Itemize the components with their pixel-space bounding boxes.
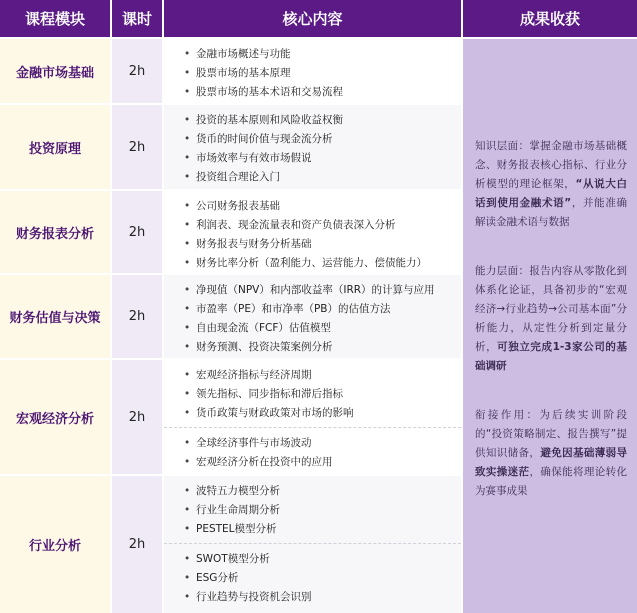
hours-cell: 2h [112, 105, 162, 189]
content-item: • 财务预测、投资决策案例分析 [184, 338, 451, 357]
content-item: • 宏观经济分析在投资中的应用 [184, 453, 451, 472]
content-cell [164, 360, 461, 474]
content-divider [164, 427, 461, 429]
content-item: • 波特五力模型分析 [184, 482, 451, 501]
module-cell: 投资原理 [0, 105, 110, 189]
content-cell [164, 105, 461, 189]
content-item: • 宏观经济指标与经济周期 [184, 366, 451, 385]
header-content: 核心内容 [164, 0, 461, 37]
results-panel [463, 39, 637, 613]
content-item: • 财务报表与财务分析基础 [184, 235, 451, 254]
module-cell: 宏观经济分析 [0, 360, 110, 474]
content-item: • 行业趋势与投资机会识别 [184, 588, 451, 607]
module-cell: 财务估值与决策 [0, 275, 110, 358]
content-cell [164, 39, 461, 103]
content-item: • 财务比率分析（盈利能力、运营能力、偿债能力） [184, 254, 451, 273]
content-item: • 市盈率（PE）和市净率（PB）的估值方法 [184, 300, 451, 319]
content-item: • 自由现金流（FCF）估值模型 [184, 319, 451, 338]
hours-cell: 2h [112, 275, 162, 358]
results-ability: 能力层面：报告内容从零散化到体系化论证，具备初步的“宏观经济→行业趋势→公司基本面”分析能力，从定性分析到定量分析，可独立完成1-3家公司的基础调研 [475, 265, 627, 372]
module-cell: 金融市场基础 [0, 39, 110, 103]
content-item: • SWOT模型分析 [184, 550, 451, 569]
results-knowledge: 知识层面：掌握金融市场基础概念、财务报表核心指标、行业分析模型的理论框架，“从说大白话到使用金融术语”，并能准确解读金融术语与数据 [475, 140, 628, 228]
hours-cell: 2h [112, 39, 162, 103]
hours-cell: 2h [112, 360, 162, 474]
results-bridge: 衔接作用：为后续实训阶段的“投资策略制定、报告撰写”提供知识储备，避免因基础薄弱导致实操迷茫，确保能将理论转化为赛事成果 [475, 409, 628, 497]
content-item: • 行业生命周期分析 [184, 501, 451, 520]
header-results: 成果收获 [463, 0, 637, 37]
header-hours: 课时 [112, 0, 162, 37]
content-item: • 金融市场概述与功能 [184, 45, 451, 64]
content-item: • 投资的基本原则和风险收益权衡 [184, 111, 451, 130]
content-cell [164, 191, 461, 273]
content-item: • PESTEL模型分析 [184, 520, 451, 539]
content-item: • ESG分析 [184, 569, 451, 588]
content-item: • 利润表、现金流量表和资产负债表深入分析 [184, 216, 451, 235]
hours-cell: 2h [112, 476, 162, 613]
content-item: • 货币政策与财政政策对市场的影响 [184, 404, 451, 423]
content-item: • 全球经济事件与市场波动 [184, 434, 451, 453]
content-cell [164, 275, 461, 358]
header-module: 课程模块 [0, 0, 110, 37]
content-item: • 市场效率与有效市场假说 [184, 149, 451, 168]
content-item: • 货币的时间价值与现金流分析 [184, 130, 451, 149]
module-cell: 财务报表分析 [0, 191, 110, 273]
module-cell: 行业分析 [0, 476, 110, 613]
content-item: • 领先指标、同步指标和滞后指标 [184, 385, 451, 404]
content-item: • 股票市场的基本原理 [184, 64, 451, 83]
content-item: • 公司财务报表基础 [184, 197, 451, 216]
hours-cell: 2h [112, 191, 162, 273]
content-item: • 投资组合理论入门 [184, 168, 451, 187]
content-item: • 股票市场的基本术语和交易流程 [184, 83, 451, 102]
content-divider [164, 543, 461, 545]
content-item: • 净现值（NPV）和内部收益率（IRR）的计算与应用 [184, 281, 451, 300]
